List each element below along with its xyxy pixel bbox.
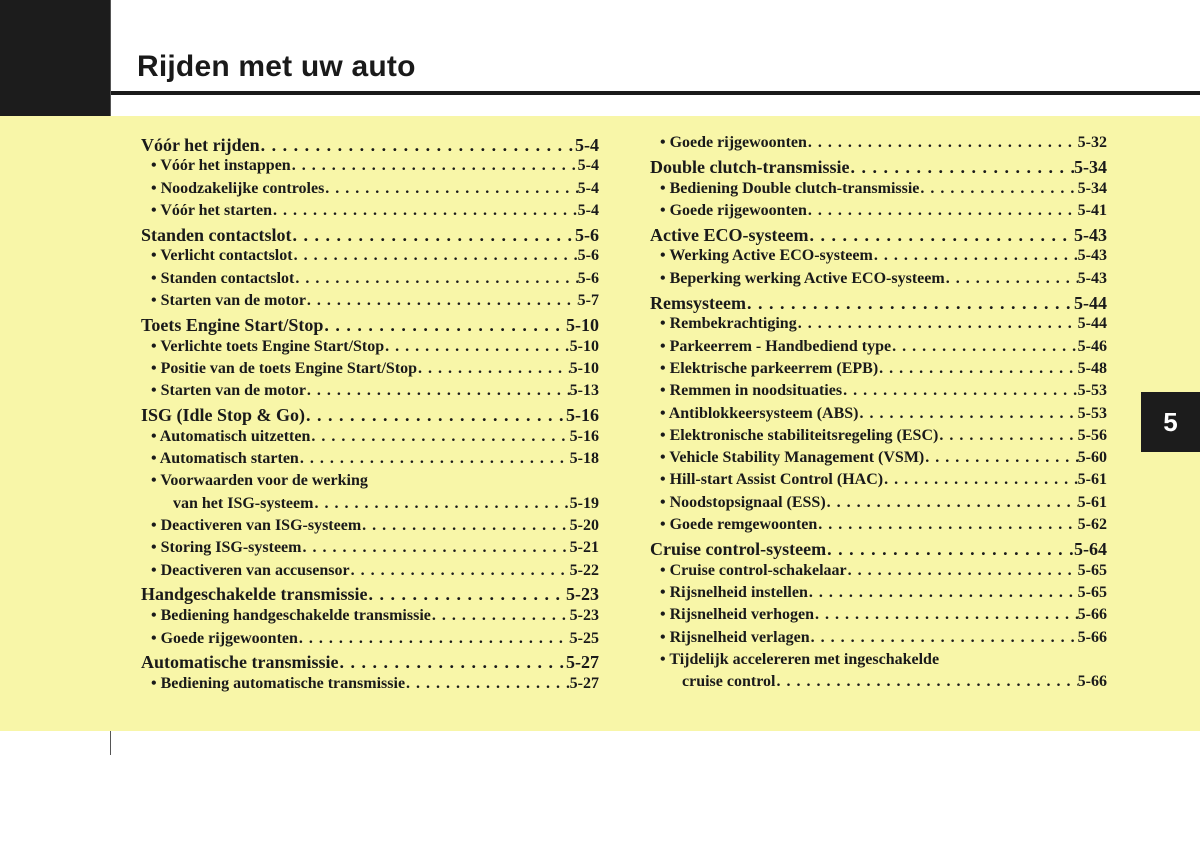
dot-leader: [298, 630, 570, 648]
toc-entry-label: • Goede rijgewoonten: [660, 201, 807, 219]
toc-entry-label: • Vóór het instappen: [151, 157, 291, 175]
toc-page-number: 5-4: [577, 201, 599, 219]
page-title: Rijden met uw auto: [137, 50, 416, 83]
toc-entry[interactable]: [141, 607, 599, 629]
toc-entry[interactable]: [141, 338, 599, 360]
toc-entry-label: • Positie van de toets Engine Start/Stop: [151, 359, 418, 377]
toc-page-number: 5-4: [575, 134, 599, 155]
dot-leader: [417, 360, 570, 378]
toc-page-number: 5-10: [569, 337, 599, 355]
toc-page-number: 5-62: [1077, 516, 1107, 534]
toc-section-heading[interactable]: [141, 405, 599, 428]
toc-page-number: 5-44: [1077, 315, 1107, 333]
toc-page-number: 5-43: [1077, 247, 1107, 265]
toc-entry[interactable]: [650, 471, 1107, 493]
dot-leader: [878, 360, 1078, 378]
dot-leader: [919, 180, 1077, 198]
dot-leader: [305, 405, 566, 426]
toc-entry[interactable]: [650, 405, 1107, 427]
toc-page-number: 5-25: [569, 629, 599, 647]
toc-entry-label: Remsysteem: [650, 292, 746, 313]
toc-page-number: 5-4: [577, 179, 599, 197]
dot-leader: [945, 270, 1078, 288]
dot-leader: [817, 516, 1077, 534]
toc-entry-label: • Remmen in noodsituaties: [660, 382, 843, 400]
toc-page-number: 5-66: [1077, 673, 1107, 691]
dot-leader: [310, 428, 569, 446]
toc-page-number: 5-43: [1077, 269, 1107, 287]
toc-entry[interactable]: [141, 247, 599, 269]
dot-leader: [306, 382, 570, 400]
toc-entry[interactable]: [650, 494, 1107, 516]
toc-page-number: 5-44: [1074, 292, 1107, 313]
toc-entry-label: • Deactiveren van accusensor: [151, 561, 350, 579]
toc-entry[interactable]: [650, 427, 1107, 449]
toc-entry[interactable]: [141, 360, 599, 382]
toc-page-number: 5-4: [577, 157, 599, 175]
toc-page-number: 5-7: [577, 292, 599, 310]
dot-leader: [814, 606, 1078, 624]
toc-entry-label: • Automatisch starten: [151, 450, 299, 468]
dot-leader: [858, 405, 1077, 423]
dot-leader: [338, 652, 566, 673]
toc-page-number: 5-43: [1074, 224, 1107, 245]
toc-page-number: 5-10: [566, 314, 599, 335]
toc-section-heading[interactable]: [141, 225, 599, 248]
toc-entry[interactable]: [141, 202, 599, 224]
dot-leader: [807, 134, 1078, 152]
toc-entry[interactable]: [141, 180, 599, 202]
toc-page-number: 5-60: [1077, 449, 1107, 467]
toc-entry[interactable]: [141, 270, 599, 292]
toc-entry[interactable]: [141, 630, 599, 652]
toc-section-heading[interactable]: [141, 584, 599, 607]
toc-entry[interactable]: [141, 382, 599, 404]
toc-entry-label: • Beperking werking Active ECO-systeem: [660, 269, 945, 287]
toc-page-number: 5-48: [1077, 359, 1107, 377]
toc-entry-label: • Voorwaarden voor de werking: [151, 472, 368, 490]
toc-entry-label: • Verlichte toets Engine Start/Stop: [151, 337, 385, 355]
toc-page-number: 5-23: [566, 584, 599, 605]
toc-entry-label: • Hill-start Assist Control (HAC): [660, 471, 884, 489]
toc-entry-label: Handgeschakelde transmissie: [141, 584, 368, 605]
toc-entry[interactable]: [650, 338, 1107, 360]
dot-leader: [883, 471, 1078, 489]
toc-entry-label: • Goede remgewoonten: [660, 516, 818, 534]
dot-leader: [826, 539, 1074, 560]
toc-entry[interactable]: [141, 675, 599, 697]
toc-entry: [141, 472, 599, 494]
toc-entry-label: Vóór het rijden: [141, 134, 260, 155]
toc-page-number: 5-65: [1077, 583, 1107, 601]
toc-entry[interactable]: [650, 606, 1107, 628]
toc-page-number: 5-19: [569, 494, 599, 512]
toc-entry-label: • Antiblokkeersysteem (ABS): [660, 404, 859, 422]
toc-entry-label: • Goede rijgewoonten: [151, 629, 298, 647]
toc-entry-label: • Elektronische stabiliteitsregeling (ESC): [660, 426, 939, 444]
toc-entry-label: • Goede rijgewoonten: [660, 134, 807, 151]
toc-page-number: 5-56: [1077, 426, 1107, 444]
toc-entry[interactable]: [650, 360, 1107, 382]
dot-leader: [292, 225, 575, 246]
toc-page-number: 5-34: [1074, 156, 1107, 177]
dot-leader: [775, 673, 1077, 691]
dot-leader: [306, 292, 578, 310]
toc-entry-label: ISG (Idle Stop & Go): [141, 405, 306, 426]
toc-page-number: 5-13: [569, 382, 599, 400]
toc-entry[interactable]: [650, 629, 1107, 651]
toc-entry[interactable]: [650, 202, 1107, 224]
toc-page-number: 5-10: [569, 359, 599, 377]
dot-leader: [313, 495, 569, 513]
toc-entry-label: • Rijsnelheid verhogen: [660, 606, 815, 624]
toc-entry: [650, 651, 1107, 673]
toc-page-number: 5-53: [1077, 404, 1107, 422]
toc-page-number: 5-23: [569, 607, 599, 625]
toc-entry-label: • Starten van de motor: [151, 292, 306, 310]
toc-section-heading[interactable]: [141, 652, 599, 675]
dot-leader: [847, 562, 1078, 580]
toc-page-number: 5-66: [1077, 628, 1107, 646]
toc-entry[interactable]: [650, 673, 1107, 695]
dot-leader: [299, 450, 570, 468]
toc-section-heading[interactable]: [141, 315, 599, 338]
toc-entry[interactable]: [141, 157, 599, 179]
dot-leader: [924, 449, 1077, 467]
toc-entry[interactable]: [141, 539, 599, 561]
toc-entry-label: Toets Engine Start/Stop: [141, 314, 324, 335]
toc-section-heading[interactable]: [650, 539, 1107, 562]
dot-leader: [324, 180, 577, 198]
toc-entry-label: • Werking Active ECO-systeem: [660, 247, 873, 265]
dot-leader: [301, 539, 569, 557]
toc-entry[interactable]: [141, 495, 599, 517]
toc-entry-label: • Elektrische parkeerrem (EPB): [660, 359, 879, 377]
toc-section-heading[interactable]: [141, 135, 599, 158]
toc-entry[interactable]: [650, 449, 1107, 471]
dot-leader: [272, 202, 578, 220]
toc-section-heading[interactable]: [650, 293, 1107, 316]
toc-column-left: [141, 134, 599, 697]
dot-leader: [323, 315, 566, 336]
toc-page-number: 5-16: [569, 427, 599, 445]
chapter-tab[interactable]: 5: [1141, 392, 1200, 452]
toc-entry-label: • Storing ISG-systeem: [151, 539, 302, 557]
dot-leader: [850, 157, 1075, 178]
toc-entry-label: • Verlicht contactslot: [151, 247, 293, 265]
toc-entry-label: • Parkeerrem - Handbediend type: [660, 337, 892, 355]
toc-page-number: 5-6: [577, 247, 599, 265]
toc-entry-label: Automatische transmissie: [141, 652, 339, 673]
title-rule: [111, 91, 1200, 95]
dot-leader: [260, 135, 575, 156]
toc-page-number: 5-32: [1077, 134, 1107, 151]
dot-leader: [938, 427, 1077, 445]
toc-page-number: 5-21: [569, 539, 599, 557]
toc-section-heading[interactable]: [650, 157, 1107, 180]
toc-entry[interactable]: [650, 247, 1107, 269]
toc-page-number: 5-65: [1077, 561, 1107, 579]
toc-entry[interactable]: [650, 134, 1107, 156]
toc-entry-label: Active ECO-systeem: [650, 224, 809, 245]
toc-entry[interactable]: [650, 180, 1107, 202]
dot-leader: [293, 247, 578, 265]
toc-entry-label: • Rijsnelheid instellen: [660, 583, 808, 601]
toc-entry-label: Cruise control-systeem: [650, 538, 827, 559]
dot-leader: [797, 315, 1078, 333]
dot-leader: [368, 584, 566, 605]
toc-page-number: 5-16: [566, 405, 599, 426]
dot-leader: [842, 382, 1078, 400]
dot-leader: [826, 494, 1078, 512]
toc-entry-label: • Noodzakelijke controles: [151, 179, 325, 197]
dot-leader: [808, 584, 1078, 602]
toc-entry-label: • Tijdelijk accelereren met ingeschakelde: [660, 650, 940, 668]
dot-leader: [873, 247, 1078, 265]
toc-entry-label: • Vóór het starten: [151, 201, 272, 219]
toc-entry-label: • Starten van de motor: [151, 382, 306, 400]
toc-page-number: 5-22: [569, 561, 599, 579]
toc-entry-label: • Automatisch uitzetten: [151, 427, 311, 445]
dot-leader: [810, 629, 1078, 647]
toc-page-number: 5-27: [566, 652, 599, 673]
dot-leader: [350, 562, 570, 580]
toc-page-number: 5-41: [1077, 201, 1107, 219]
toc-entry-label: • Vehicle Stability Management (VSM): [660, 449, 925, 467]
toc-page-number: 5-6: [577, 269, 599, 287]
toc-entry-label: Standen contactslot: [141, 224, 292, 245]
toc-entry[interactable]: [141, 292, 599, 314]
toc-page-number: 5-6: [575, 224, 599, 245]
dot-leader: [746, 293, 1074, 314]
toc-column-right: [650, 134, 1107, 695]
dot-leader: [891, 338, 1078, 356]
toc-section-heading[interactable]: [650, 225, 1107, 248]
toc-entry[interactable]: [650, 562, 1107, 584]
dot-leader: [361, 517, 570, 535]
toc-entry-label: Double clutch-transmissie: [650, 156, 850, 177]
toc-entry[interactable]: [650, 315, 1107, 337]
toc-page-number: 5-64: [1074, 538, 1107, 559]
dot-leader: [431, 607, 570, 625]
toc-entry[interactable]: [650, 584, 1107, 606]
dot-leader: [807, 202, 1078, 220]
toc-entry-label: • Deactiveren van ISG-systeem: [151, 517, 362, 535]
toc-entry[interactable]: [141, 562, 599, 584]
toc-entry-label: • Rijsnelheid verlagen: [660, 628, 810, 646]
toc-entry[interactable]: [141, 517, 599, 539]
toc-entry-label: • Cruise control-schakelaar: [660, 561, 847, 579]
toc-page-number: 5-66: [1077, 606, 1107, 624]
toc-entry-label: van het ISG-systeem: [173, 494, 314, 512]
toc-page-number: 5-61: [1077, 493, 1107, 511]
toc-page-number: 5-46: [1077, 337, 1107, 355]
dot-leader: [405, 675, 570, 693]
toc-entry[interactable]: [141, 428, 599, 450]
toc-entry[interactable]: [141, 450, 599, 472]
toc-page-number: 5-20: [569, 517, 599, 535]
toc-entry-label: • Bediening Double clutch-transmissie: [660, 179, 920, 197]
toc-entry-label: • Bediening automatische transmissie: [151, 675, 406, 693]
toc-entry-label: • Rembekrachtiging: [660, 315, 797, 333]
toc-entry-label: • Standen contactslot: [151, 269, 295, 287]
toc-entry[interactable]: [650, 382, 1107, 404]
toc-entry[interactable]: [650, 270, 1107, 292]
dot-leader: [808, 225, 1074, 246]
chapter-header-block: [0, 0, 111, 116]
dot-leader: [384, 338, 570, 356]
toc-entry-label: cruise control: [682, 673, 776, 691]
toc-page-number: 5-18: [569, 450, 599, 468]
toc-entry-label: • Noodstopsignaal (ESS): [660, 493, 826, 511]
toc-page-number: 5-34: [1077, 179, 1107, 197]
toc-entry[interactable]: [650, 516, 1107, 538]
toc-page-number: 5-27: [569, 675, 599, 693]
toc-page-number: 5-61: [1077, 471, 1107, 489]
toc-page-number: 5-53: [1077, 382, 1107, 400]
toc-entry-label: • Bediening handgeschakelde transmissie: [151, 607, 431, 625]
dot-leader: [294, 270, 577, 288]
dot-leader: [291, 157, 578, 175]
